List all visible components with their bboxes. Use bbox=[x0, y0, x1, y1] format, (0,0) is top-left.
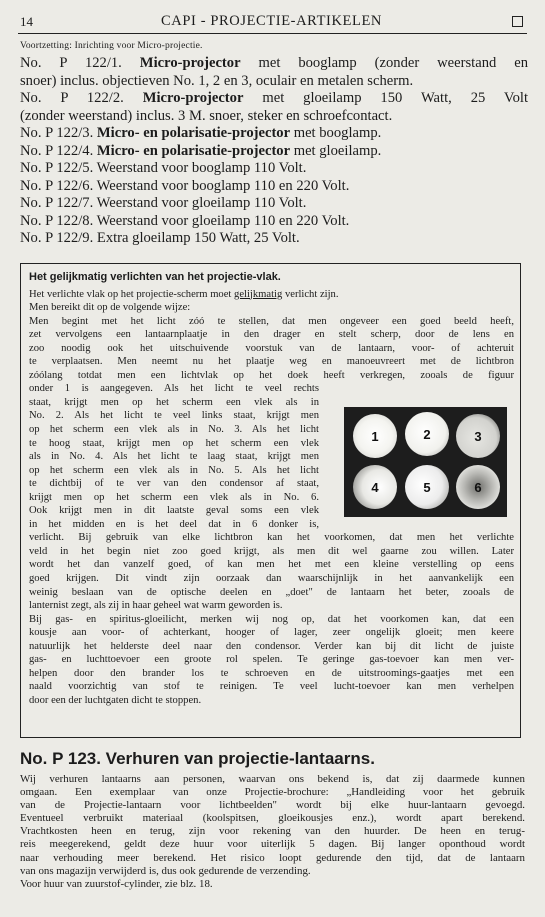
text-line: Voor huur van zuurstof-cylinder, zie blz. 18. bbox=[20, 877, 213, 890]
item-desc: met gloeilamp 150 Watt, 25 Volt bbox=[243, 90, 529, 106]
article-box bbox=[20, 263, 521, 738]
text-line: te dichtbij of te ver van den condensor af staat, bbox=[29, 478, 319, 490]
item-number: No. P 122/2. bbox=[20, 90, 124, 106]
intro-text: Het verlichte vlak op het projectie-scherm moet bbox=[29, 288, 235, 300]
text-line: Eventueel verbruikt materiaal (koolspitsen, gloeikousjes enz.), wordt apart berekend. bbox=[20, 812, 525, 825]
text-line: zóólang totdat men een lichtvlak op het doek heeft verkregen, zooals de figuur bbox=[29, 369, 514, 381]
text-line: te hoog staat, krijgt men op het scherm een vlek bbox=[29, 437, 319, 449]
paragraph-2 bbox=[29, 531, 514, 612]
rental-heading: No. P 123. Verhuren van projectie-lantaarns. bbox=[20, 749, 375, 768]
rental-section bbox=[20, 749, 525, 891]
item-desc: met booglamp. bbox=[290, 125, 382, 141]
rental-text bbox=[20, 773, 525, 891]
item-desc: met gloeilamp. bbox=[290, 142, 382, 159]
item-number: No. P 122/5. bbox=[20, 160, 94, 176]
text-line: Bij gas- en spiritus-gloeilicht, merken wij nog op, dat het voorkomen kan, dat een bbox=[29, 613, 514, 625]
illumination-figure bbox=[344, 407, 507, 517]
item-desc: met booglamp (zonder weerstand en bbox=[240, 55, 529, 71]
intro-emphasis: gelijkmatig bbox=[234, 288, 283, 300]
text-line: helpen door den brander los te schroeven en de uitstroomings-gaatjes met een bbox=[29, 667, 514, 679]
intro-text: verlicht zijn. bbox=[282, 288, 339, 300]
light-spot-5: 5 bbox=[405, 465, 449, 509]
text-line: No. 2. Als het licht te veel links staat, krijgt men bbox=[29, 410, 319, 422]
light-spot-4: 4 bbox=[353, 465, 397, 509]
text-line: weinig beslaan van de optische deelen en „doet" de lantaarn het beter, zooals de bbox=[29, 586, 514, 598]
item-desc: Weerstand voor gloeilamp 110 Volt. bbox=[96, 195, 307, 211]
item-desc: Weerstand voor gloeilamp 110 en 220 Volt. bbox=[96, 212, 350, 229]
text-line: zoo noodig ook het uitschuivende voorstuk van de lantaarn, voor- of achteruit bbox=[29, 342, 514, 354]
text-line: als in No. 4. Als het licht te laag staat, krijgt men bbox=[29, 451, 319, 463]
text-line: naar verhouding meer berekend. Het risico loopt gedurende den tijd, dat de lantaarn bbox=[20, 851, 525, 864]
page-header bbox=[20, 12, 523, 32]
item-number: No. P 122/4. bbox=[20, 142, 94, 159]
item-desc: Weerstand voor booglamp 110 Volt. bbox=[96, 160, 307, 176]
continuation-note: Voortzetting: Inrichting voor Micro-projectie. bbox=[20, 41, 203, 51]
text-line: Wij verhuren lantaarns aan personen, waarvan ons bekend is, dat zij daarmede kunnen bbox=[20, 773, 525, 785]
text-line: Vrachtkosten heen en terug, zijn voor rekening van den huurder. De heen en terug- bbox=[20, 825, 525, 838]
text-line: onder 1 is aangegeven. Als het licht te veel rechts bbox=[29, 383, 319, 395]
text-line: te verplaatsen. Men neemt nu het plaatje weg en manoeuvreert met de lichtbron bbox=[29, 356, 514, 368]
text-line: natuurlijk het helderste deel naar den condensor. Verder kan bij dit licht de juiste bbox=[29, 640, 514, 652]
text-line: van de Projectie-lantaarn voor lichtbeelden" wordt bij elke huur-lantaarn gevoegd. bbox=[20, 799, 525, 812]
text-line: Ook krijgt men in dit laatste geval soms een vlek bbox=[29, 505, 319, 517]
item-desc: Extra gloeilamp 150 Watt, 25 Volt. bbox=[96, 230, 300, 246]
item-number: No. P 122/8. bbox=[20, 212, 94, 229]
text-line: door een der luchtgaten dicht te stoppen. bbox=[29, 694, 202, 706]
text-line: omgaan. Een exemplaar van onze Projectie-brochure: „Handleiding voor het gebruik bbox=[20, 786, 525, 799]
text-line: van ons magazijn verwijderd is, dus ook gedurende de verzending. bbox=[20, 864, 311, 877]
catalog-list bbox=[20, 55, 528, 248]
text-line: gas- en luchttoevoer een groote rol spelen. Te geringe gas-toevoer kan men ver- bbox=[29, 654, 514, 666]
text-line: lanternist zegt, als zij in haar geheel wat warm geworden is. bbox=[29, 600, 283, 612]
item-name: Micro-projector bbox=[142, 90, 244, 106]
item-desc-continued: snoer) inclus. objectieven No. 1, 2 en 3, oculair en metalen scherm. bbox=[20, 72, 414, 89]
text-line: krijgt men op het scherm een vlek als in No. 6. bbox=[29, 491, 319, 503]
paragraph-figure-text bbox=[29, 382, 319, 531]
text-line: goed krijgen. Dit vindt zijn oorzaak dan waarschijnlijk in het aanvankelijk een bbox=[29, 573, 514, 585]
text-line: reis meegerekend, geldt deze huur voor uiterlijk 5 dagen. Bij langer oponthoud wordt bbox=[20, 838, 525, 851]
text-line: verlicht. Bij gebruik van elke lichtbron kan het voorkomen, dat men het verlichte bbox=[29, 532, 514, 544]
light-spot-1: 1 bbox=[353, 414, 397, 458]
item-number: No. P 122/9. bbox=[20, 230, 94, 246]
item-name: Micro- en polarisatie-projector bbox=[96, 142, 291, 159]
light-spot-6: 6 bbox=[456, 465, 500, 509]
paragraph-3 bbox=[29, 613, 514, 708]
text-line: naald voorzichtig van stof te reinigen. Te veel lucht-toevoer kan men verhelpen bbox=[29, 681, 514, 693]
item-name: Micro-projector bbox=[139, 55, 241, 71]
catalog-item bbox=[20, 90, 528, 108]
catalog-item bbox=[20, 178, 528, 196]
paragraph-1 bbox=[29, 301, 514, 382]
light-spot-2: 2 bbox=[405, 412, 449, 456]
item-name: Micro- en polarisatie-projector bbox=[96, 125, 291, 141]
square-icon bbox=[512, 16, 523, 27]
text-line: kousje aan voor- of achterkant, hooger of lager, zeer ongelijk gloeit; men keere bbox=[29, 627, 514, 639]
text-line: veld in het begin niet zoo goed krijgt, als men dit wel gaarne zou willen. Later bbox=[29, 545, 514, 557]
item-number: No. P 122/3. bbox=[20, 125, 94, 141]
header-rule bbox=[18, 33, 527, 34]
text-line: op het scherm een vlek als in No. 5. Als het licht bbox=[29, 464, 319, 476]
text-line: zet vervolgens een lantaarnplaatje in den drager en stelt scherp, door de lens en bbox=[29, 329, 514, 341]
catalog-item bbox=[20, 195, 528, 213]
catalog-item bbox=[20, 143, 528, 161]
text-line: wordt het dan vanzelf goed, of kan men het met een kleine verstelling op eens bbox=[29, 559, 514, 571]
article-heading: Het gelijkmatig verlichten van het projectie-vlak. bbox=[29, 271, 281, 283]
item-desc-continued: (zonder weerstand) inclus. 3 M. snoer, steker en schroefcontact. bbox=[20, 107, 393, 124]
text-line: op het scherm een vlek als in No. 3. Als het licht bbox=[29, 424, 319, 436]
text-line: Men bereikt dit op de volgende wijze: bbox=[29, 302, 191, 314]
page-number: 14 bbox=[20, 14, 33, 29]
catalog-item bbox=[20, 230, 528, 248]
catalog-item bbox=[20, 125, 528, 143]
page-title: CAPI - PROJECTIE-ARTIKELEN bbox=[161, 13, 382, 29]
text-line: in het midden en is het deel dat in 6 donker is, bbox=[29, 518, 319, 530]
text-line: staat, krijgt men op het scherm een vlek als in bbox=[29, 396, 319, 408]
item-number: No. P 122/7. bbox=[20, 195, 94, 211]
catalog-item bbox=[20, 160, 528, 178]
item-number: No. P 122/6. bbox=[20, 177, 94, 194]
text-line: Men begint met het licht zóó te stellen, dat men ongeveer een goed beeld heeft, bbox=[29, 315, 514, 327]
catalog-item bbox=[20, 55, 528, 73]
item-number: No. P 122/1. bbox=[20, 55, 122, 71]
item-desc: Weerstand voor booglamp 110 en 220 Volt. bbox=[96, 177, 350, 194]
light-spot-3: 3 bbox=[456, 414, 500, 458]
article-intro bbox=[29, 288, 514, 302]
catalog-item bbox=[20, 213, 528, 231]
